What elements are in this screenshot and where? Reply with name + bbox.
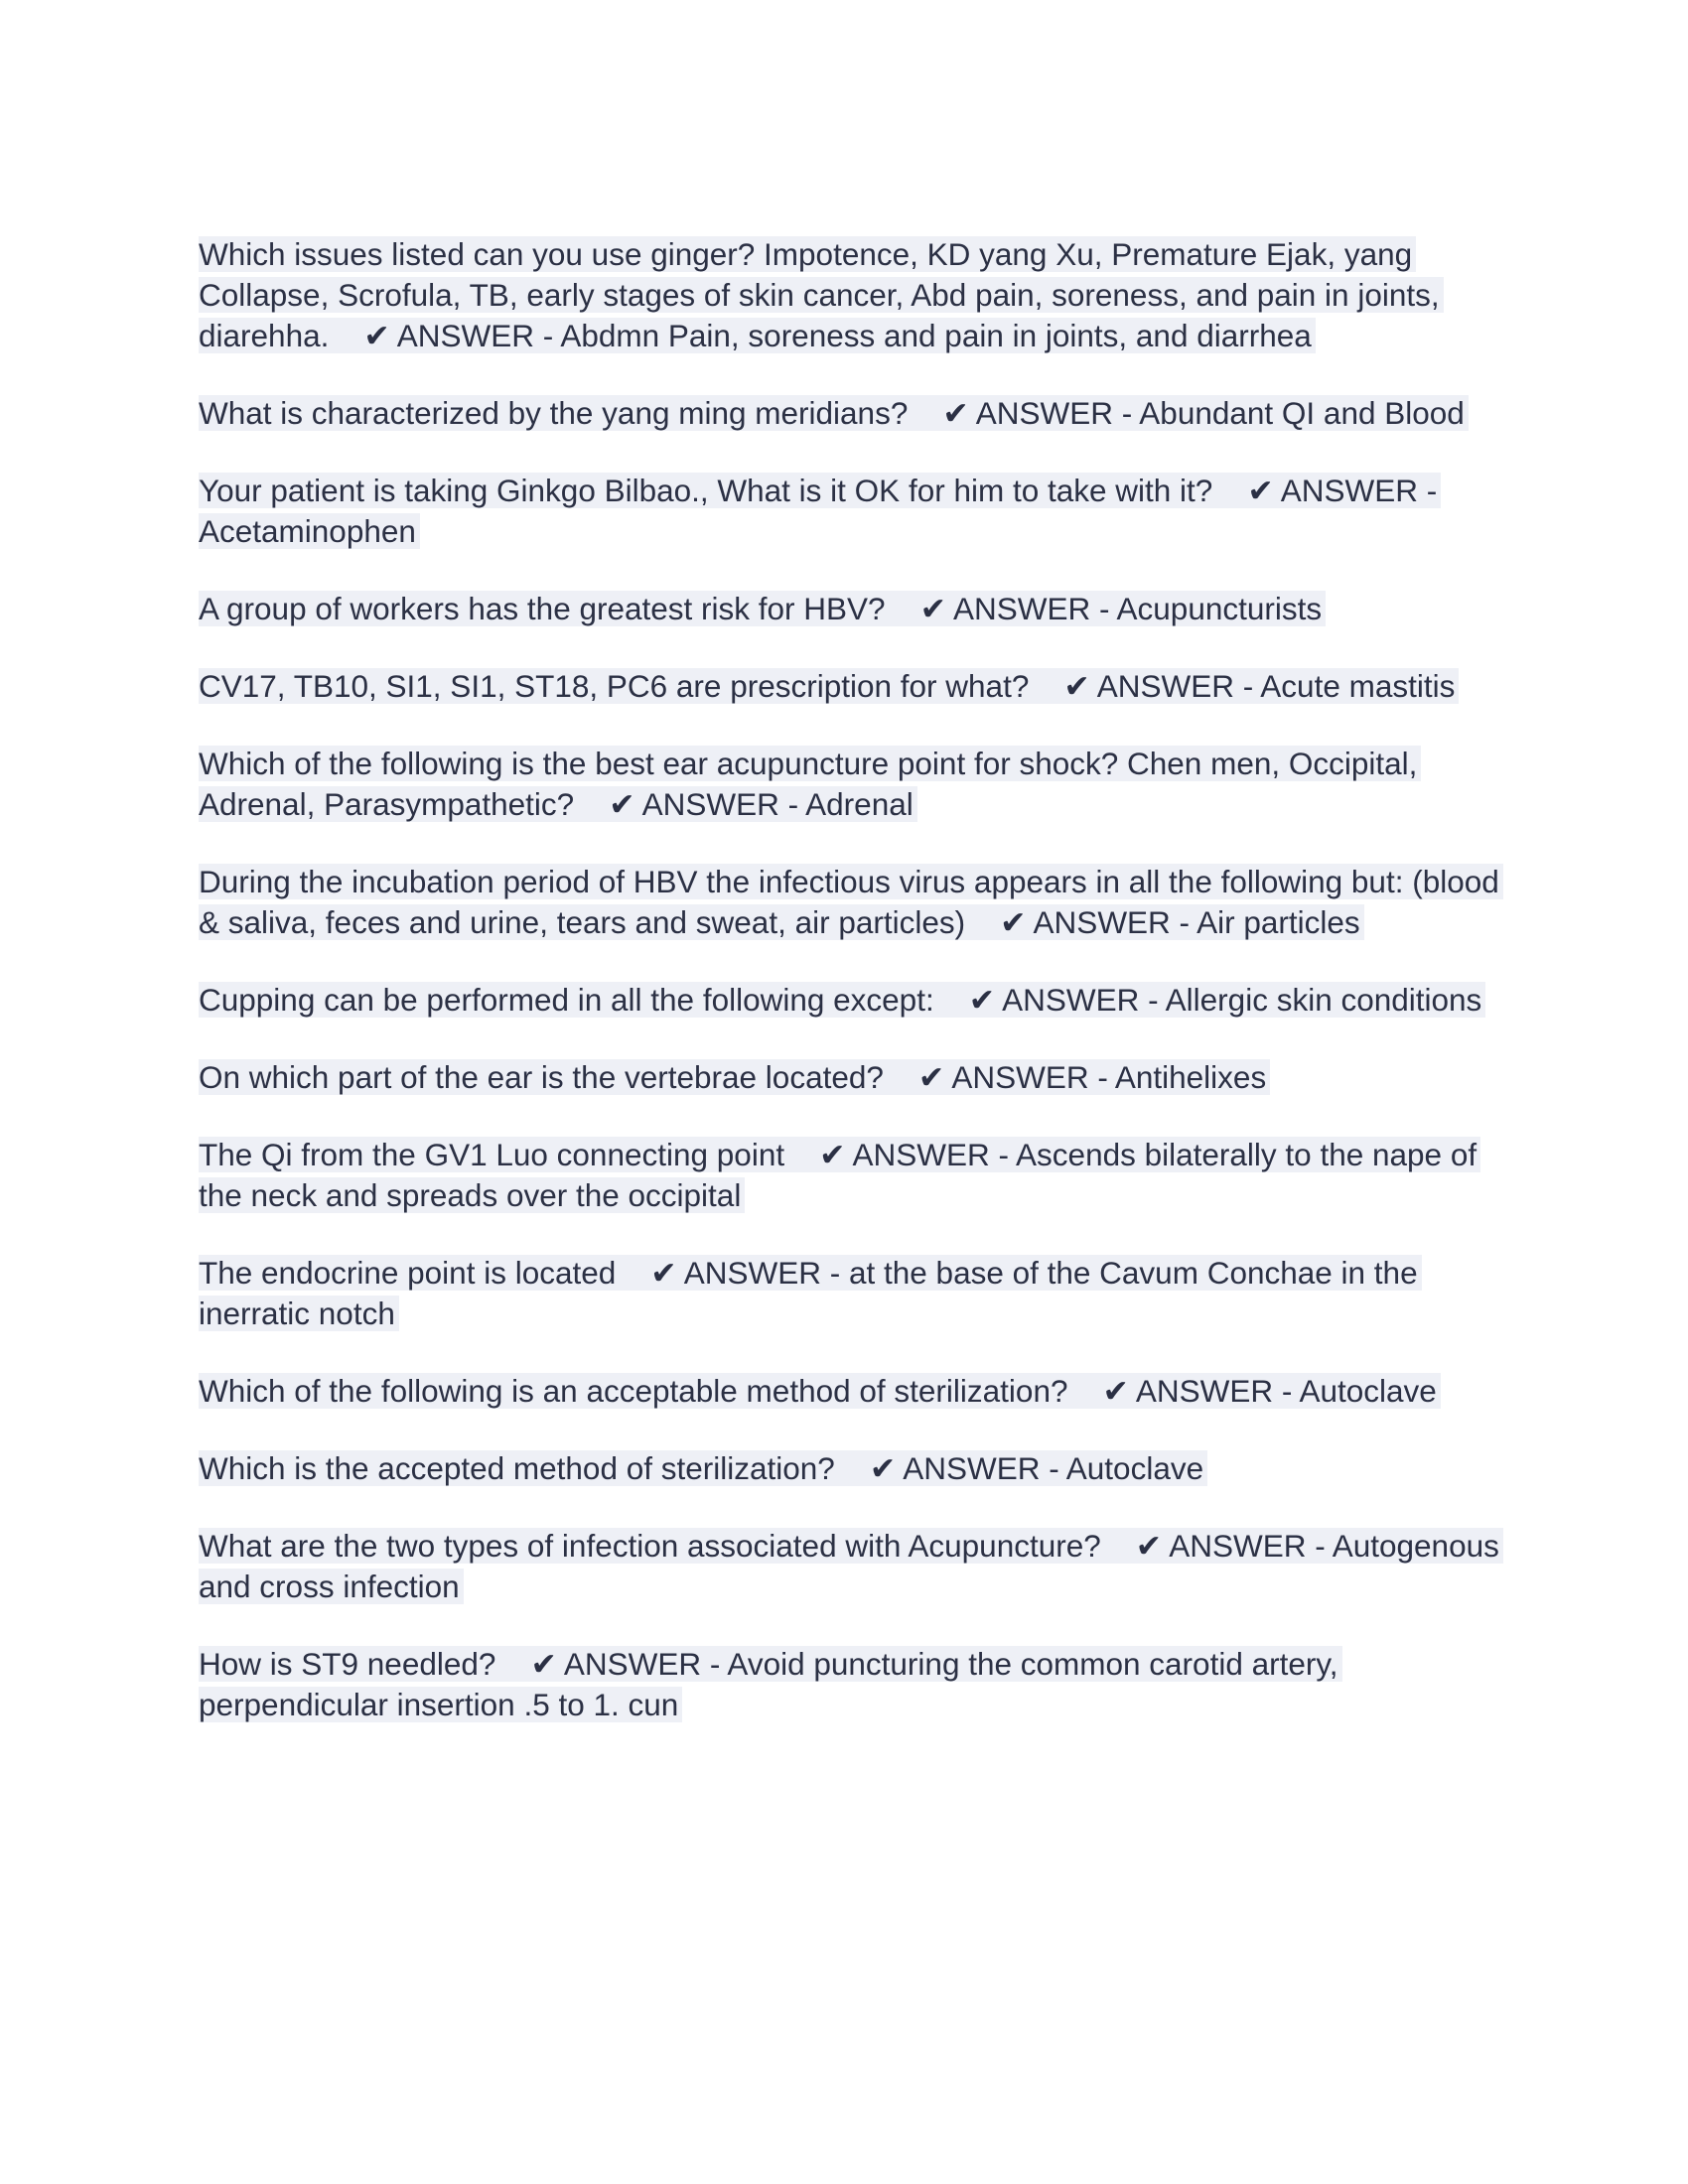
answer-marker: ✔ ANSWER - bbox=[1247, 473, 1438, 508]
qa-item bbox=[199, 980, 1499, 1021]
question-text: Cupping can be performed in all the following except: bbox=[199, 982, 934, 1018]
answer-text: Acute mastitis bbox=[1260, 668, 1456, 704]
question-text: CV17, TB10, SI1, SI1, ST18, PC6 are prescription for what? bbox=[199, 668, 1030, 704]
answer-text: Antihelixes bbox=[1114, 1059, 1267, 1095]
qa-item bbox=[199, 234, 1499, 356]
question-text: During the incubation period of HBV the infectious virus appears in all the following but: (blood & saliva, feces and urine, tears and sweat, air particles) bbox=[199, 864, 1499, 940]
answer-text: Autoclave bbox=[1299, 1373, 1437, 1409]
qa-item bbox=[199, 1526, 1499, 1607]
question-text: Your patient is taking Ginkgo Bilbao., What is it OK for him to take with it? bbox=[199, 473, 1213, 508]
question-text: Which issues listed can you use ginger? Impotence, KD yang Xu, Premature Ejak, yang Collapse, Scrofula, TB, early stages of skin cancer, Abd pain, soreness, and pain in joints, diarehha. bbox=[199, 236, 1440, 353]
answer-marker: ✔ ANSWER - bbox=[917, 1059, 1108, 1095]
answer-marker: ✔ ANSWER - bbox=[919, 591, 1110, 626]
qa-item bbox=[199, 1371, 1499, 1412]
answer-marker: ✔ ANSWER - bbox=[1063, 668, 1254, 704]
question-text: A group of workers has the greatest risk for HBV? bbox=[199, 591, 886, 626]
answer-text: at the base of the Cavum Conchae in the inerratic notch bbox=[199, 1255, 1418, 1331]
document-page bbox=[199, 234, 1499, 1762]
answer-marker: ✔ ANSWER - bbox=[363, 318, 554, 353]
answer-text: Ascends bilaterally to the nape of the neck and spreads over the occipital bbox=[199, 1137, 1477, 1213]
qa-item bbox=[199, 862, 1499, 943]
question-text: What is characterized by the yang ming meridians? bbox=[199, 395, 909, 431]
answer-marker: ✔ ANSWER - bbox=[1102, 1373, 1293, 1409]
answer-text: Air particles bbox=[1196, 904, 1360, 940]
question-text: Which of the following is the best ear acupuncture point for shock? Chen men, Occipital, Adrenal, Parasympathetic? bbox=[199, 746, 1418, 822]
answer-text: Autoclave bbox=[1065, 1450, 1204, 1486]
answer-text: Autogenous and cross infection bbox=[199, 1528, 1499, 1604]
qa-item bbox=[199, 1135, 1499, 1216]
qa-item bbox=[199, 1644, 1499, 1725]
answer-marker: ✔ ANSWER - bbox=[819, 1137, 1010, 1172]
answer-text: Abdmn Pain, soreness and pain in joints, and diarrhea bbox=[560, 318, 1312, 353]
answer-marker: ✔ ANSWER - bbox=[968, 982, 1159, 1018]
answer-marker: ✔ ANSWER - bbox=[609, 786, 799, 822]
answer-marker: ✔ ANSWER - bbox=[869, 1450, 1059, 1486]
answer-marker: ✔ ANSWER - bbox=[942, 395, 1133, 431]
answer-text: Abundant QI and Blood bbox=[1139, 395, 1465, 431]
qa-item bbox=[199, 1057, 1499, 1098]
answer-marker: ✔ ANSWER - bbox=[530, 1646, 721, 1682]
question-text: Which is the accepted method of sterilization? bbox=[199, 1450, 835, 1486]
qa-item bbox=[199, 471, 1499, 552]
answer-text: Avoid puncturing the common carotid artery, perpendicular insertion .5 to 1. cun bbox=[199, 1646, 1338, 1722]
qa-item bbox=[199, 666, 1499, 707]
answer-marker: ✔ ANSWER - bbox=[1000, 904, 1191, 940]
qa-item bbox=[199, 1253, 1499, 1334]
qa-item bbox=[199, 744, 1499, 825]
question-text: On which part of the ear is the vertebrae located? bbox=[199, 1059, 884, 1095]
question-text: Which of the following is an acceptable method of sterilization? bbox=[199, 1373, 1068, 1409]
question-text: What are the two types of infection associated with Acupuncture? bbox=[199, 1528, 1101, 1564]
qa-item bbox=[199, 1448, 1499, 1489]
question-text: The Qi from the GV1 Luo connecting point bbox=[199, 1137, 785, 1172]
question-text: The endocrine point is located bbox=[199, 1255, 617, 1291]
qa-item bbox=[199, 393, 1499, 434]
answer-text: Acupuncturists bbox=[1116, 591, 1323, 626]
qa-item bbox=[199, 589, 1499, 629]
answer-text: Adrenal bbox=[805, 786, 914, 822]
answer-text: Allergic skin conditions bbox=[1165, 982, 1482, 1018]
answer-text: Acetaminophen bbox=[199, 513, 416, 549]
question-text: How is ST9 needled? bbox=[199, 1646, 496, 1682]
answer-marker: ✔ ANSWER - bbox=[650, 1255, 841, 1291]
answer-marker: ✔ ANSWER - bbox=[1135, 1528, 1326, 1564]
